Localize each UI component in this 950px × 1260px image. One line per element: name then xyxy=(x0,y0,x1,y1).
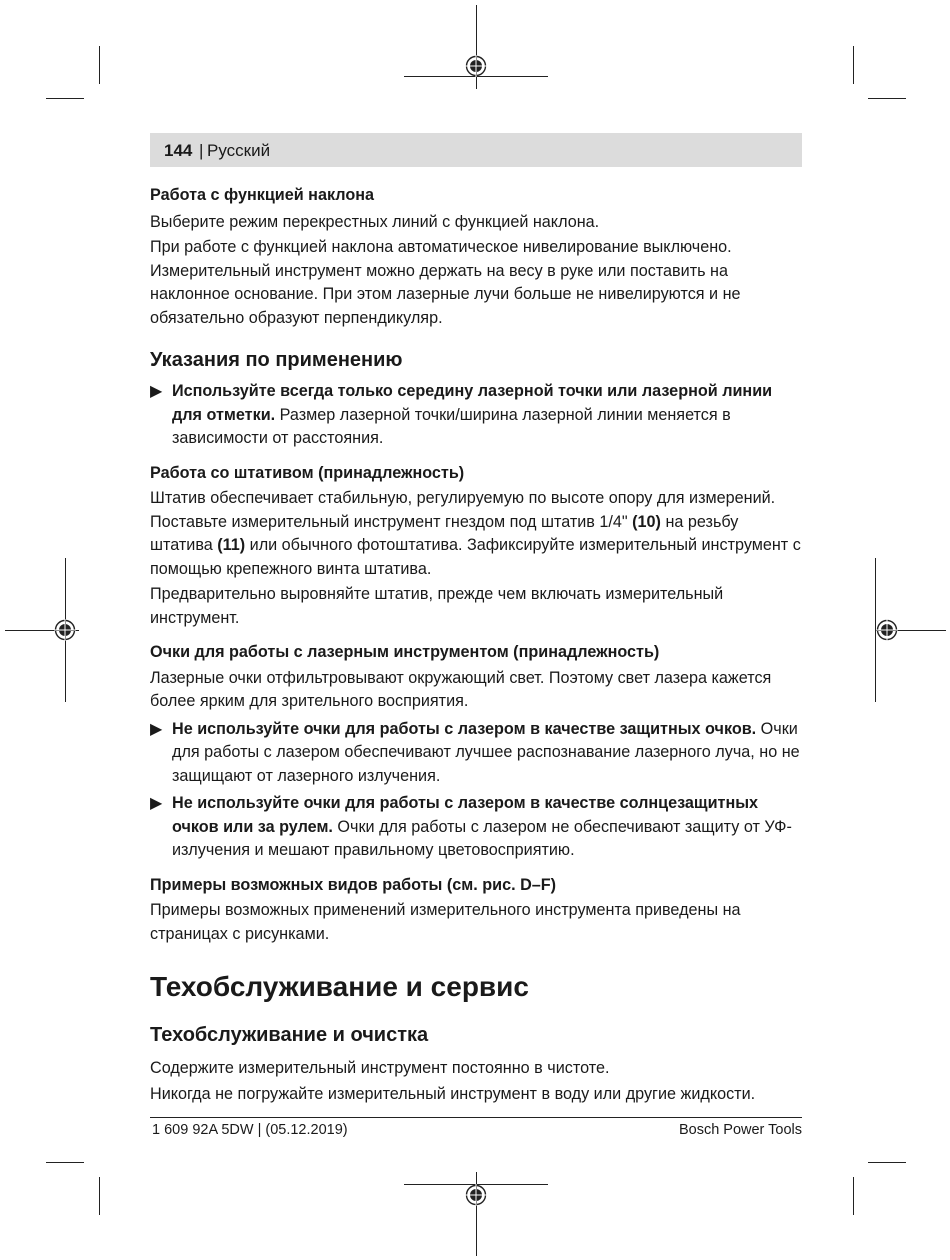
crop-mark xyxy=(46,1162,84,1163)
bullet-marker-icon: ▶ xyxy=(150,382,163,400)
tripod-heading: Работа со штативом (принадлежность) xyxy=(150,463,465,482)
page-footer xyxy=(150,1117,802,1138)
crop-mark xyxy=(46,98,84,99)
glasses-bullet-2 xyxy=(150,792,805,863)
tripod-text-a: Штатив обеспечивает стабильную, регулируемую по высоте опору для измерений. Поставьте измерительный инструмент гнездом под штатив 1/4" xyxy=(150,489,776,531)
maintenance-paragraph-1: Содержите измерительный инструмент постоянно в чистоте. xyxy=(150,1059,610,1077)
registration-mark-icon xyxy=(465,1184,487,1206)
examples-paragraph-1: Примеры возможных применений измерительного инструмента приведены на страницах с рисунками. xyxy=(150,901,741,943)
tilt-paragraph-1: Выберите режим перекрестных линий с функцией наклона. xyxy=(150,212,600,231)
tripod-ref-10: (10) xyxy=(632,512,661,531)
crop-mark xyxy=(868,98,906,99)
glasses-bullet-1-text: Очки для работы с лазером обеспечивают лучшее распознавание лазерного луча, но не защищают от лазерного излучения. xyxy=(172,719,800,785)
maintenance-subheading: Техобслуживание и очистка xyxy=(150,1024,429,1046)
page-header xyxy=(150,133,802,167)
tilt-heading: Работа с функцией наклона xyxy=(150,186,375,204)
tripod-paragraph-1 xyxy=(150,487,805,581)
crop-mark xyxy=(853,46,854,84)
usage-heading: Указания по применению xyxy=(150,349,403,371)
glasses-bullet-2-text: Очки для работы с лазером не обеспечивают защиту от УФ-излучения и мешают правильному цветовосприятию. xyxy=(172,817,792,859)
page-number: 144 xyxy=(164,141,193,160)
crop-mark xyxy=(99,46,100,84)
usage-bullet-1-text: Размер лазерной точки/ширина лазерной линии меняется в зависимости от расстояния. xyxy=(172,405,731,447)
crop-mark xyxy=(99,1177,100,1215)
registration-mark-icon xyxy=(876,619,898,641)
header-language: Русский xyxy=(207,141,271,160)
examples-heading: Примеры возможных видов работы (см. рис. D–F) xyxy=(150,875,557,894)
footer-brand: Bosch Power Tools xyxy=(678,1122,802,1138)
crop-mark xyxy=(853,1177,854,1215)
glasses-bullet-1-bold: Не используйте очки для работы с лазером в качестве защитных очков. xyxy=(172,719,757,738)
page-content xyxy=(150,181,805,1106)
bullet-marker-icon: ▶ xyxy=(150,794,163,812)
header-separator: | xyxy=(199,141,204,160)
registration-mark-icon xyxy=(54,619,76,641)
crop-mark xyxy=(868,1162,906,1163)
tripod-paragraph-2: Предварительно выровняйте штатив, прежде чем включать измерительный инструмент. xyxy=(150,585,724,627)
bullet-marker-icon: ▶ xyxy=(150,719,163,738)
footer-doc-id: 1 609 92A 5DW | (05.12.2019) xyxy=(152,1122,348,1138)
tilt-paragraph-2: При работе с функцией наклона автоматическое нивелирование выключено. Измерительный инструмент можно держать на весу в руке или поставить на наклонное основание. При этом лазерные лучи больше не нивелируются и не обязательно образуют перпендикуляр. xyxy=(150,238,741,327)
tripod-text-c: на резьбу штатива xyxy=(150,512,739,554)
glasses-heading: Очки для работы с лазерным инструментом (принадлежность) xyxy=(150,643,660,661)
usage-bullet-1-bold: Используйте всегда только середину лазерной точки или лазерной линии для отметки. xyxy=(172,382,773,424)
maintenance-title: Техобслуживание и сервис xyxy=(150,971,529,1002)
maintenance-paragraph-2: Никогда не погружайте измерительный инструмент в воду или другие жидкости. xyxy=(150,1084,756,1103)
glasses-bullet-1 xyxy=(150,718,805,789)
tripod-text-e: или обычного фотоштатива. Зафиксируйте измерительный инструмент с помощью крепежного винта штатива. xyxy=(150,536,801,578)
glasses-bullet-2-bold: Не используйте очки для работы с лазером в качестве солнцезащитных очков или за рулем. xyxy=(172,794,759,836)
glasses-paragraph-1: Лазерные очки отфильтровывают окружающий свет. Поэтому свет лазера кажется более ярким для зрительного восприятия. xyxy=(150,668,772,710)
tripod-ref-11: (11) xyxy=(217,536,246,554)
usage-bullet-1 xyxy=(150,380,805,451)
registration-mark-icon xyxy=(465,55,487,77)
